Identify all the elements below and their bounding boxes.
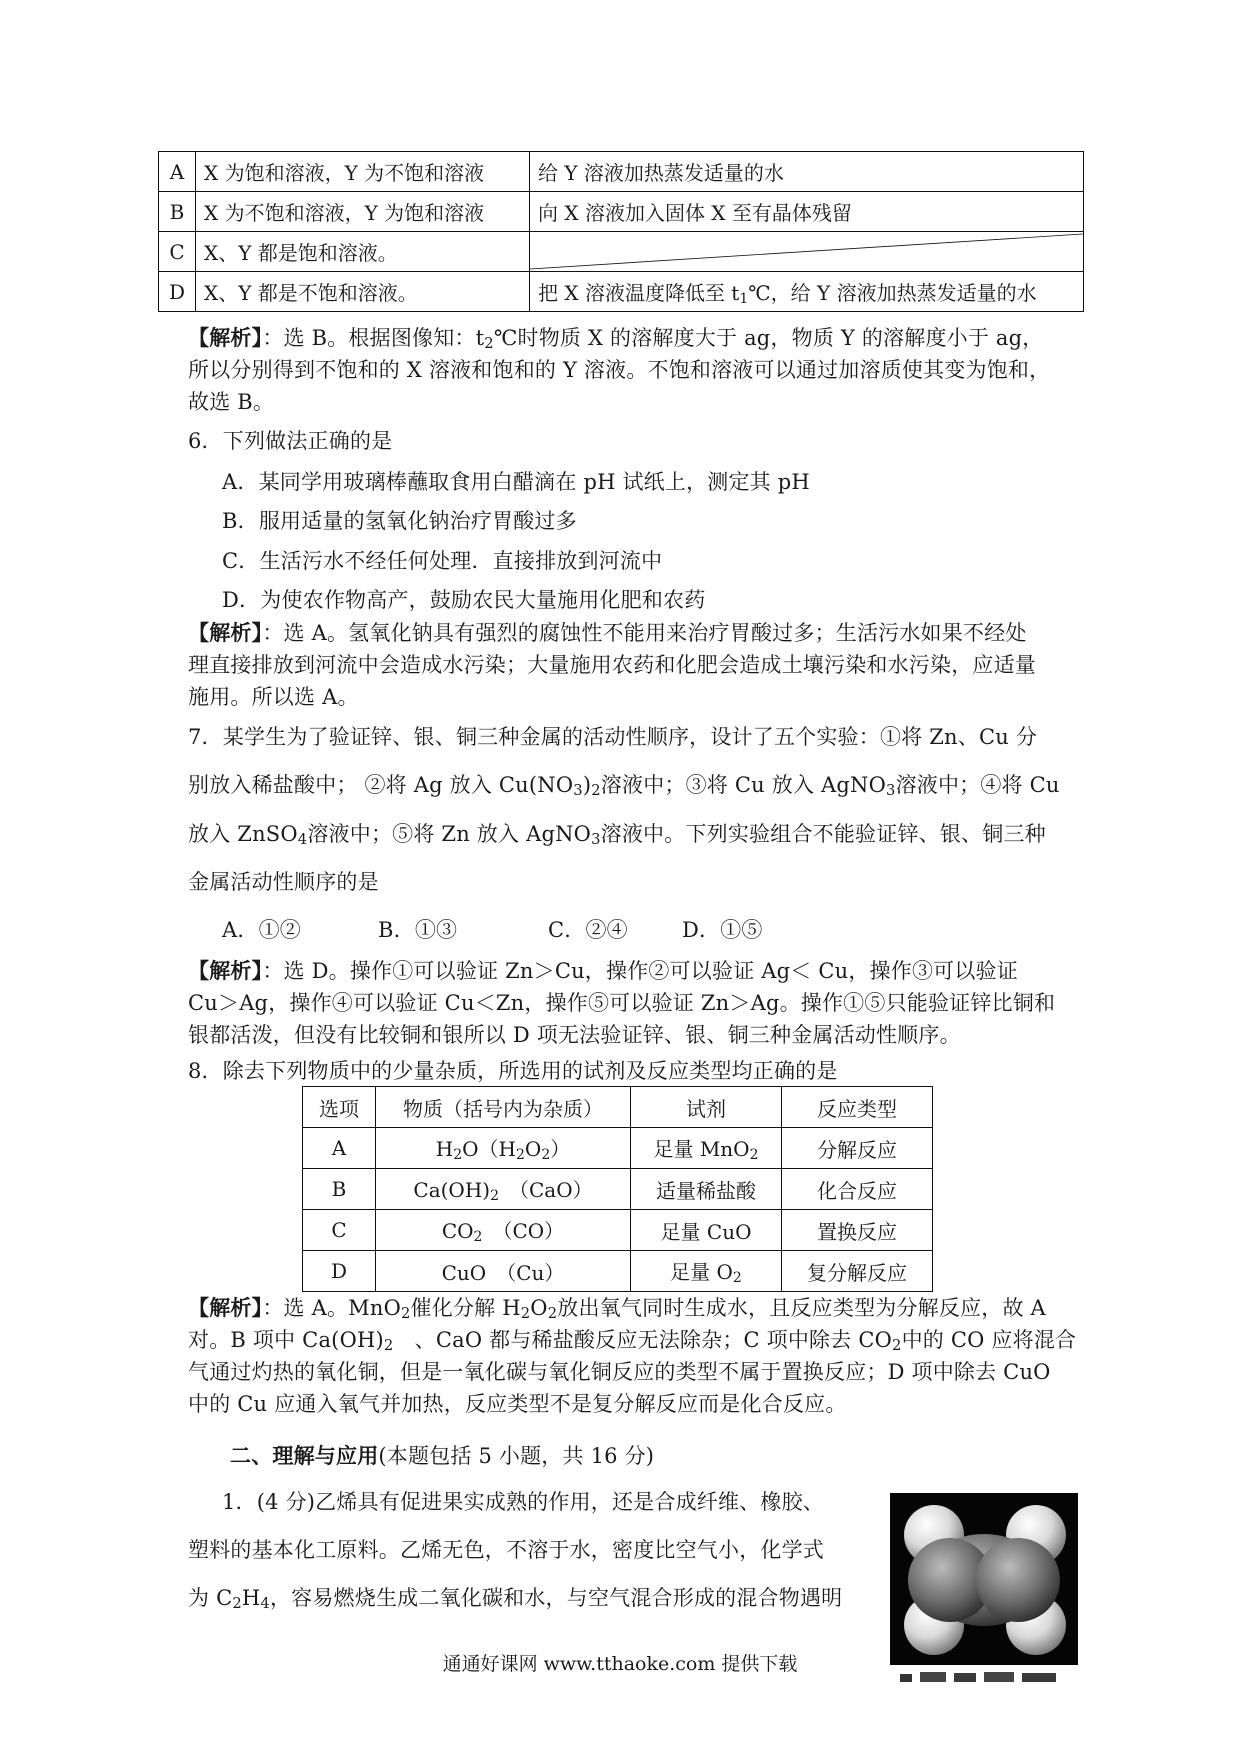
reaction-type-cell: 化合反应 [782,1169,933,1210]
state-cell: X 为饱和溶液，Y 为不饱和溶液 [196,152,530,192]
analysis-line: 银都活泼，但没有比较铜和银所以 D 项无法验证锌、银、铜三种金属活动性顺序。 [188,1023,961,1047]
table-row [159,192,1084,232]
reaction-type-cell: 置换反应 [782,1210,933,1251]
paragraph-line: 1．(4 分)乙烯具有促进果实成熟的作用，还是合成纤维、橡胶、 [222,1490,824,1514]
question-option: A．①② [222,918,301,942]
analysis-line: 【解析】：选 A。MnO$_2$催化分解 $H_2O_2$放出氧气同时生成水，且反应类型为分解反应，故 A [188,1295,1046,1322]
analysis-line: 【解析】：选 A。氢氧化钠具有强烈的腐蚀性不能用来治疗胃酸过多；生活污水如果不经处 [188,620,1027,645]
question-option: D．①⑤ [682,918,763,942]
empty-method-cell [530,232,1084,272]
analysis-line: 施用。所以选 A。 [188,685,359,709]
option-cell: B [303,1169,376,1210]
diagonal-strike [530,232,1083,271]
method-cell: 把 X 溶液温度降低至 $t_1℃$，给 Y 溶液加热蒸发适量的水 [530,272,1084,312]
state-cell: X 为不饱和溶液，Y 为饱和溶液 [196,192,530,232]
reaction-type-cell: 分解反应 [782,1128,933,1169]
table-row [303,1169,933,1210]
table-row [159,152,1084,192]
option-cell: C [303,1210,376,1251]
table-row [303,1251,933,1292]
option-cell: C [159,232,196,272]
question-stem: 金属活动性顺序的是 [188,870,379,894]
caption-fragment [900,1670,1060,1684]
question-option: B．①③ [378,918,458,942]
table-row [159,232,1084,272]
header-cell: 反应类型 [782,1087,933,1128]
analysis-line: 气通过灼热的氧化铜，但是一氧化碳与氧化铜反应的类型不属于置换反应；D 项中除去 CuO [188,1360,1051,1384]
question-option: D．为使农作物高产，鼓励农民大量施用化肥和农药 [222,588,706,612]
question-option: C．生活污水不经任何处理．直接排放到河流中 [222,549,663,573]
analysis-line: 【解析】：选 B。根据图像知：$t_2℃$时物质 X 的溶解度大于 ag，物质 Y 的溶解度小于 ag， [188,325,1044,352]
option-cell: A [303,1128,376,1169]
analysis-line: 【解析】：选 D。操作①可以验证 Zn＞Cu，操作②可以验证 Ag＜ Cu，操作③可以验证 [188,958,1018,983]
analysis-line: 所以分别得到不饱和的 X 溶液和饱和的 Y 溶液。不饱和溶液可以通过加溶质使其变为饱和， [188,358,1051,382]
question-option: B．服用适量的氢氧化钠治疗胃酸过多 [222,509,577,533]
reagent-cell: 足量 $O_2$ [631,1251,782,1292]
footer-text: 通通好课网 www.tthaoke.com 提供下载 [442,1653,798,1675]
question-stem: 放入 ZnSO$_4$溶液中；⑤将 Zn 放入 AgNO$_3$溶液中。下列实验组合不能验证锌、银、铜三种 [188,822,1046,848]
reagent-cell: 适量稀盐酸 [631,1169,782,1210]
table-row [159,272,1084,312]
analysis-line: 对。B 项中 $Ca(OH)_2$ 、CaO 都与稀盐酸反应无法除杂；C 项中除去 $CO_2$中的 CO 应将混合 [188,1328,1077,1354]
ethylene-model-graphic [890,1493,1078,1665]
reagent-cell: 足量 MnO$_2$ [631,1128,782,1169]
paragraph-line: 为 $C_2H_4$，容易燃烧生成二氧化碳和水，与空气混合形成的混合物遇明 [188,1586,843,1612]
reagent-cell: 足量 CuO [631,1210,782,1251]
paragraph-line: 塑料的基本化工原料。乙烯无色，不溶于水，密度比空气小，化学式 [188,1538,824,1562]
substance-cell: $H_2O(H_2O_2)$ [376,1128,631,1169]
table-row [303,1128,933,1169]
state-cell: X、Y 都是饱和溶液。 [196,232,530,272]
question-option: A．某同学用玻璃棒蘸取食用白醋滴在 pH 试纸上，测定其 pH [222,470,810,494]
state-cell: X、Y 都是不饱和溶液。 [196,272,530,312]
solution-table [158,151,1084,312]
substance-cell: $Ca(OH)_2$ （CaO） [376,1169,631,1210]
analysis-line: 中的 Cu 应通入氧气并加热，反应类型不是复分解反应而是化合反应。 [188,1392,847,1416]
header-cell: 物质（括号内为杂质） [376,1087,631,1128]
header-cell: 选项 [303,1087,376,1128]
analysis-line: 理直接排放到河流中会造成水污染；大量施用农药和化肥会造成土壤污染和水污染，应适量 [188,653,1036,677]
question-stem: 别放入稀盐酸中； ②将 Ag 放入 $Cu(NO_3)_2$溶液中；③将 Cu 放入 AgNO$_3$溶液中；④将 Cu [188,773,1060,799]
substance-cell: CuO （Cu） [376,1251,631,1292]
method-cell: 给 Y 溶液加热蒸发适量的水 [530,152,1084,192]
option-cell: B [159,192,196,232]
method-cell: 向 X 溶液加入固体 X 至有晶体残留 [530,192,1084,232]
option-cell: A [159,152,196,192]
question-stem: 6．下列做法正确的是 [188,429,393,453]
ethylene-molecule-image [890,1493,1078,1665]
header-cell: 试剂 [631,1087,782,1128]
analysis-line: Cu＞Ag，操作④可以验证 Cu＜Zn，操作⑤可以验证 Zn＞Ag。操作①⑤只能验证锌比铜和 [188,991,1056,1015]
question-stem: 8．除去下列物质中的少量杂质，所选用的试剂及反应类型均正确的是 [188,1059,838,1083]
question-option: C．②④ [548,918,628,942]
option-cell: D [303,1251,376,1292]
impurity-table [302,1086,933,1292]
reaction-type-cell: 复分解反应 [782,1251,933,1292]
table-header-row [303,1087,933,1128]
table-row [303,1210,933,1251]
section-heading: 二、理解与应用(本题包括 5 小题，共 16 分) [230,1443,655,1468]
option-cell: D [159,272,196,312]
substance-cell: $CO_2$ （CO） [376,1210,631,1251]
question-stem: 7．某学生为了验证锌、银、铜三种金属的活动性顺序，设计了五个实验：①将 Zn、Cu 分 [188,725,1038,749]
analysis-line: 故选 B。 [188,390,275,414]
